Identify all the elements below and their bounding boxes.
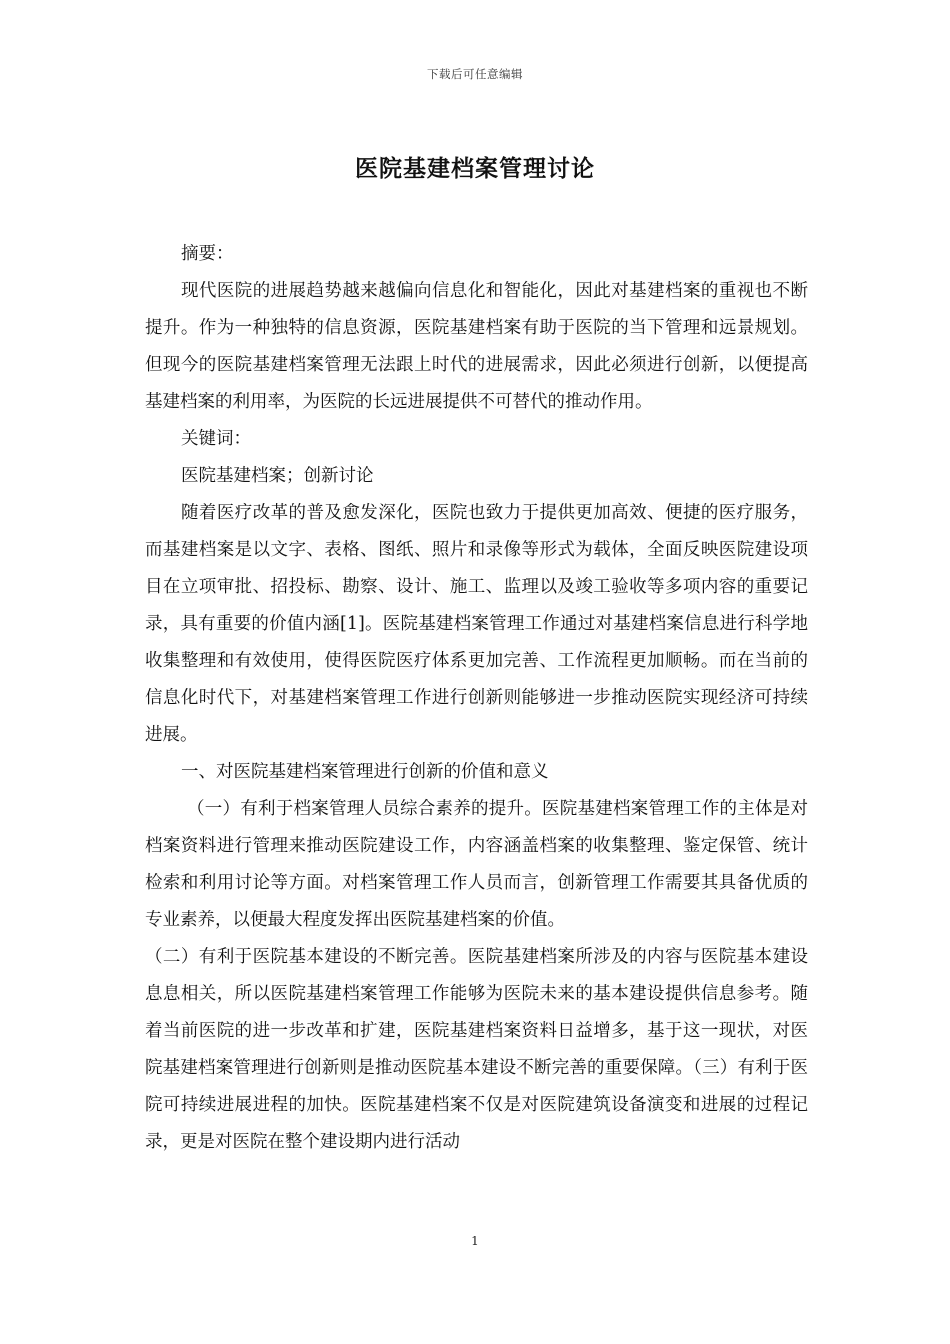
abstract-text: 现代医院的进展趋势越来越偏向信息化和智能化，因此对基建档案的重视也不断提升。作为一种独特的信息资源，医院基建档案有助于医院的当下管理和远景规划。但现今的医院基建档案管理无法跟上时代的进展需求，因此必须进行创新，以便提高基建档案的利用率，为医院的长远进展提供不可替代的推动作用。 <box>145 281 808 412</box>
intro-paragraph: 随着医疗改革的普及愈发深化，医院也致力于提供更加高效、便捷的医疗服务，而基建档案是以文字、表格、图纸、照片和录像等形式为载体，全面反映医院建设项目在立项审批、招投标、勘察、设计、施工、监理以及竣工验收等多项内容的重要记录，具有重要的价值内涵[1]。医院基建档案管理工作通过对基建档案信息进行科学地收集整理和有效使用，使得医院医疗体系更加完善、工作流程更加顺畅。而在当前的信息化时代下，对基建档案管理工作进行创新则能够进一步推动医院实现经济可持续进展。 <box>145 503 808 745</box>
abstract-label: 摘要： <box>181 244 234 264</box>
section-paragraph-2: （二）有利于医院基本建设的不断完善。医院基建档案所涉及的内容与医院基本建设息息相关，所以医院基建档案管理工作能够为医院未来的基本建设提供信息参考。随着当前医院的进一步改革和扩建，医院基建档案资料日益增多，基于这一现状，对医院基建档案管理进行创新则是推动医院基本建设不断完善的重要保障。（三）有利于医院可持续进展进程的加快。医院基建档案不仅是对医院建筑设备演变和进展的过程记录，更是对医院在整个建设期内进行活动 <box>145 947 808 1152</box>
section-paragraph-1: （一）有利于档案管理人员综合素养的提升。医院基建档案管理工作的主体是对档案资料进行管理来推动医院建设工作，内容涵盖档案的收集整理、鉴定保管、统计检索和利用讨论等方面。对档案管理工作人员而言，创新管理工作需要其具备优质的专业素养，以便最大程度发挥出医院基建档案的价值。 <box>145 799 808 930</box>
header-note: 下载后可任意编辑 <box>427 67 523 81</box>
section-heading: 一、对医院基建档案管理进行创新的价值和意义 <box>181 762 549 782</box>
page-number: 1 <box>471 1234 479 1248</box>
keywords-text: 医院基建档案；创新讨论 <box>181 466 374 486</box>
document-title: 医院基建档案管理讨论 <box>355 155 595 182</box>
document-body <box>145 236 808 1161</box>
keywords-label: 关键词： <box>181 429 251 449</box>
